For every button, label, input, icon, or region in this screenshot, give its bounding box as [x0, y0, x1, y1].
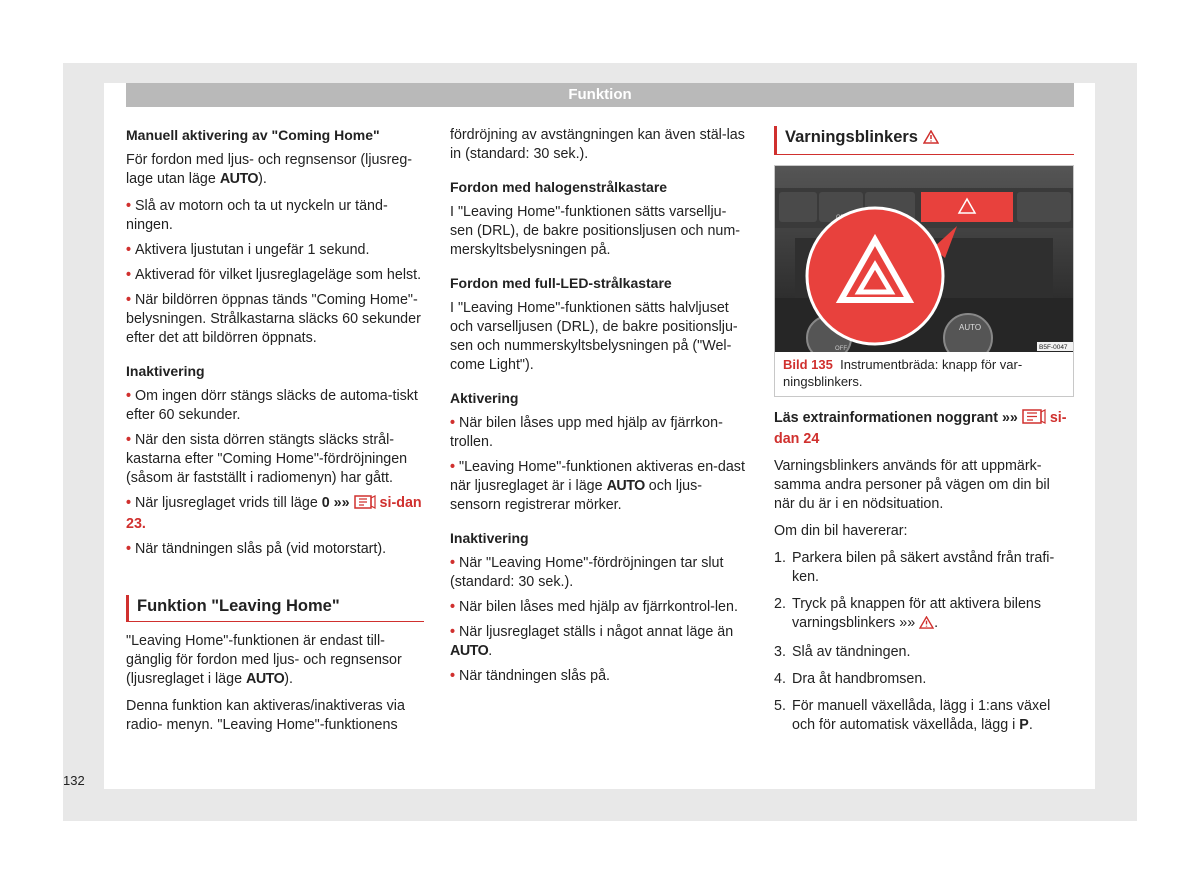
aktivering-heading: Aktivering	[450, 390, 519, 406]
inaktivering-heading-2: Inaktivering	[450, 530, 529, 546]
bullet-icon: •	[126, 541, 132, 557]
list-item: • När ljusreglaget ställs i något annat läge än AUTO.	[450, 624, 734, 659]
off-label-2: OFF	[835, 346, 847, 352]
bullet-icon: •	[450, 599, 456, 615]
bullet-icon: •	[126, 292, 132, 308]
varningsblinkers-title: Varningsblinkers	[774, 126, 1074, 155]
list-item: • När tändningen slås på.	[450, 668, 611, 684]
column-1	[126, 126, 424, 743]
list-item: 4. Dra åt handbromsen.	[774, 671, 927, 687]
bullet-icon: •	[126, 388, 132, 404]
book-reference-icon[interactable]	[1022, 409, 1046, 430]
figure-code: B5F-0047	[1039, 344, 1068, 351]
bullet-icon: •	[450, 624, 456, 640]
list-item: • När ljusreglaget vrids till läge 0 »» si-dan 23.	[126, 495, 422, 532]
list-item: • När bildörren öppnas tänds "Coming Home"-belysningen. Strålkastarna släcks 60 sekunder efter det att bildörren öppnats.	[126, 292, 421, 346]
halogen-heading: Fordon med halogenstrålkastare	[450, 179, 668, 195]
list-item: • När "Leaving Home"-fördröjningen tar slut (standard: 30 sek.).	[450, 555, 724, 590]
bullet-icon: •	[450, 668, 456, 684]
bullet-icon: •	[450, 415, 456, 431]
list-item: • När den sista dörren stängts släcks strål-kastarna efter "Coming Home"-fördröjningen (såsom är fastställt i radiomenyn) har gått.	[126, 432, 408, 486]
bullet-icon: •	[126, 432, 132, 448]
paragraph-2: Om din bil havererar:	[774, 523, 908, 539]
leaving-home-p1: "Leaving Home"-funktionen är endast till-gänglig för fordon med ljus- och regnsensor (ljusreglaget i läge AUTO).	[126, 633, 402, 687]
activation-bullets	[126, 197, 424, 348]
list-item: • Slå av motorn och ta ut nyckeln ur tänd-ningen.	[126, 198, 388, 233]
column-2	[450, 126, 748, 692]
column-3	[774, 126, 1074, 743]
figure-caption: Bild 135 Instrumentbräda: knapp för var-ningsblinkers.	[783, 357, 1023, 389]
list-item: • Aktiverad för vilket ljusreglageläge som helst.	[126, 267, 422, 283]
dashboard-image	[775, 166, 1073, 352]
light-switch-symbol: 0 »»	[321, 495, 350, 511]
list-item: • När tändningen slås på (vid motorstart).	[126, 541, 387, 557]
leaving-home-title: Funktion "Leaving Home"	[126, 595, 424, 622]
bullet-icon: •	[126, 267, 132, 283]
continued-paragraph: fördröjning av avstängningen kan även stäl-las in (standard: 30 sek.).	[450, 127, 745, 162]
halogen-text: I "Leaving Home"-funktionen sätts varsellju-sen (DRL), de bakre positionsljusen och num-merskyltsbelysningen på.	[450, 204, 741, 258]
warning-triangle-icon	[923, 128, 939, 150]
inaktivering-heading: Inaktivering	[126, 363, 205, 379]
list-item: • Aktivera ljustutan i ungefär 1 sekund.	[126, 242, 370, 258]
book-reference-icon[interactable]	[354, 495, 376, 515]
leaving-home-p2: Denna funktion kan aktiveras/inaktiveras via radio- menyn. "Leaving Home"-funktionens	[126, 698, 405, 733]
coming-home-heading: Manuell aktivering av "Coming Home"	[126, 127, 380, 143]
list-item: 3. Slå av tändningen.	[774, 644, 911, 660]
led-heading: Fordon med full-LED-strålkastare	[450, 275, 672, 291]
list-item: • Om ingen dörr stängs släcks de automa-tiskt efter 60 sekunder.	[126, 388, 418, 423]
bullet-icon: •	[450, 459, 456, 475]
list-item: • "Leaving Home"-funktionen aktiveras en-dast när ljusreglaget är i läge AUTO och ljus-sensorn registrerar mörker.	[450, 459, 745, 513]
bullet-icon: •	[450, 555, 456, 571]
figure-135	[774, 165, 1074, 397]
bullet-icon: •	[126, 242, 132, 258]
read-more: Läs extrainformationen noggrant »» si-dan 24	[774, 410, 1067, 447]
bullet-icon: •	[126, 495, 132, 511]
coming-home-intro: För fordon med ljus- och regnsensor (ljusreg-lage utan läge AUTO).	[126, 152, 413, 187]
page-number: 132	[63, 773, 85, 788]
list-item: 5. För manuell växellåda, lägg i 1:ans växel och för automatisk växellåda, lägg i P.	[774, 698, 1051, 733]
list-item: • När bilen låses med hjälp av fjärrkontrol-len.	[450, 599, 738, 615]
bullet-icon: •	[126, 198, 132, 214]
paragraph-1: Varningsblinkers används för att uppmärk-samma andra personer på vägen om din bil när du är i en nödsituation.	[774, 458, 1050, 512]
list-item: 2. Tryck på knappen för att aktivera bilens varningsblinkers »» .	[774, 595, 1074, 635]
list-item: 1. Parkera bilen på säkert avstånd från trafi-ken.	[774, 550, 1055, 585]
auto-button-label: AUTO	[959, 323, 982, 332]
led-text: I "Leaving Home"-funktionen sätts halvljuset och varselljusen (DRL), de bakre positionslju-sen och nummerskyltsbelysningen på ("Wel-come Light").	[450, 300, 738, 373]
auto-label: AUTO	[219, 171, 259, 187]
section-header: Funktion	[126, 83, 1074, 107]
warning-triangle-icon	[919, 616, 934, 635]
list-item: • När bilen låses upp med hjälp av fjärrkon-trollen.	[450, 415, 723, 450]
